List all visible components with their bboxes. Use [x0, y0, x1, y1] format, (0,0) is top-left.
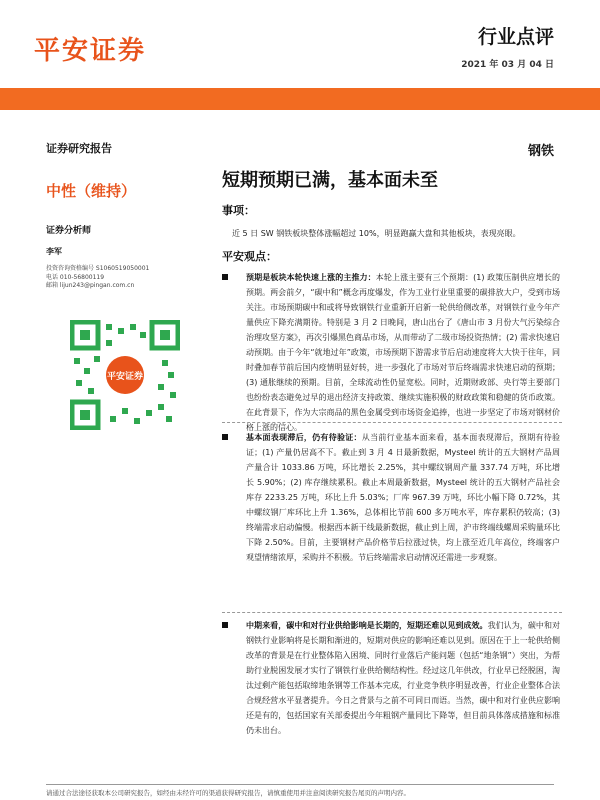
events-heading: 事项：: [222, 204, 255, 217]
contact-license: 投资咨询资格编号 S1060519050001: [46, 265, 150, 272]
paragraph-body: 我们认为，碳中和对钢铁行业影响将是长期和渐进的，短期对供应的影响还难以见到。原因在于上一轮供给侧改革的背景是在行业整体陷入困境、同时行业落后产能问题（包括“地条钢”）突出，为帮助行业脱困发展才实行了钢铁行业供给侧结构性。经过这几年供改，行业早已经脱困，淘汰过剩产能包括取缔地条钢等工作基本完成，行业竞争秩序明显改善，行业企业整体合法合规经营水平显著提升。今日之背景与之前不可同日而语。当然，碳中和对行业供应影响还是有的，包括国家有关部委提出今年粗钢产量同比下降等，但目前具体落成措施和标准仍未出台。: [246, 621, 560, 735]
bullet: [222, 274, 228, 280]
report-type: 行业点评: [477, 26, 554, 48]
company-logo: 平安证券: [34, 36, 147, 66]
paragraph-expectations: [222, 270, 560, 435]
paragraph-body: 本轮上涨主要有三个预期：(1) 政策压制供应增长的预期。两会前夕，“碳中和”概念再度爆发，作为工业行业里重要的碳排放大户，受到市场关注。市场预期碳中和或将导致钢铁行业重新开启新一轮供给侧改革，对钢铁行业今年产量供应下降充满期待。特别是 3 月 2 日晚间，唐山出台了《唐山市 3 月份大气污染综合治理攻坚方案》，再次引爆黑色商品市场，从而带动了二级市场投资热情；(2) 需求快速启动预期。由于今年“就地过年”政策，市场预期下游需求节后启动速度将大大快于往年，同时叠加春节前后国内疫情明显好转，进一步强化了市场对节后终端需求快速启动的预期；(3) 通胀继续的预期。目前，全球流动性仍显宽松。同时，近期财政部、央行等主要部门也纷纷表态避免过早的退出经济支持政策、继续实施积极的财政政策和稳健的货币政策。在此背景下，作为大宗商品的黑色金属受到市场资金追捧，也进一步坚定了市场对钢材价格上涨的信心。: [246, 273, 561, 432]
footer-divider: [46, 784, 554, 785]
bullet: [222, 434, 228, 440]
analyst-contact: [46, 265, 196, 291]
sidebar-title: 证券研究报告: [46, 142, 112, 155]
paragraph-fundamentals: [222, 430, 560, 565]
paragraph-body: 从当前行业基本面来看，基本面表现滞后，预期有待验证；(1) 产量仍居高不下。截止到 3 月 4 日最新数据，Mysteel 统计的五大钢材产品周产量合计 1033.86 万吨，环比增长 2.25%，其中螺纹钢周产量 337.74 万吨，环比增长 5.90%；(2) 库存继续累积。截止本周最新数据，Mysteel 统计的五大钢材产品社会库存 2233.25 万吨，环比上升 5.03%；厂库 967.39 万吨，环比小幅下降 0.72%，其中螺纹钢厂库环比上升 1.36%，总体相比节前 600 多万吨水平，库存累积仍较高；(3) 终端需求启动偏慢。根据西本新干线最新数据，截止到上周，沪市终端线螺周采购量环比下降 2.50%。目前，主要钢材产品价格节后拉涨过快，均上涨至近几年高位，终端客户观望情绪浓厚，采购并不积极。节后终端需求启动情况还需进一步观察。: [246, 433, 561, 562]
views-heading: 平安观点：: [222, 250, 277, 263]
report-date: 2021 年 03 月 04 日: [461, 60, 554, 70]
paragraph-text: [246, 618, 560, 738]
qr-logo-text: 平安证券: [106, 372, 144, 382]
header-bar: [0, 88, 600, 110]
contact-phone: 电话 010-56800119: [46, 273, 105, 281]
analyst-name: 李军: [46, 247, 62, 256]
qr-code: [70, 320, 180, 430]
paragraph-text: [246, 270, 560, 435]
contact-email[interactable]: 邮箱 lijun243@pingan.com.cn: [46, 282, 135, 289]
paragraph-lead: 基本面表现滞后，仍有待验证：: [246, 433, 362, 442]
events-text: 近 5 日 SW 钢铁板块整体涨幅超过 10%，明显跑赢大盘和其他板块，表现亮眼。: [232, 229, 521, 238]
bullet: [222, 622, 228, 628]
sidebar: [46, 140, 196, 291]
headline: 短期预期已满，基本面未至: [222, 170, 438, 191]
rating: 中性（维持）: [46, 182, 137, 200]
paragraph-carbon-neutral: [222, 618, 560, 738]
industry-label: 钢铁: [527, 144, 554, 159]
paragraph-lead: 预期是板块本轮快速上涨的主推力：: [246, 273, 376, 282]
paragraph-text: [246, 430, 560, 565]
footer-disclaimer: 请通过合法途径获取本公司研究报告，如经由未经许可的渠道获得研究报告，请慎重使用并注意阅读研究报告尾页的声明内容。: [46, 789, 410, 797]
analyst-heading: 证券分析师: [46, 226, 92, 236]
section-divider: [222, 612, 562, 613]
paragraph-lead: 中期来看，碳中和对行业供给影响是长期的，短期还难以见到成效。: [246, 621, 488, 630]
section-divider: [222, 422, 562, 423]
